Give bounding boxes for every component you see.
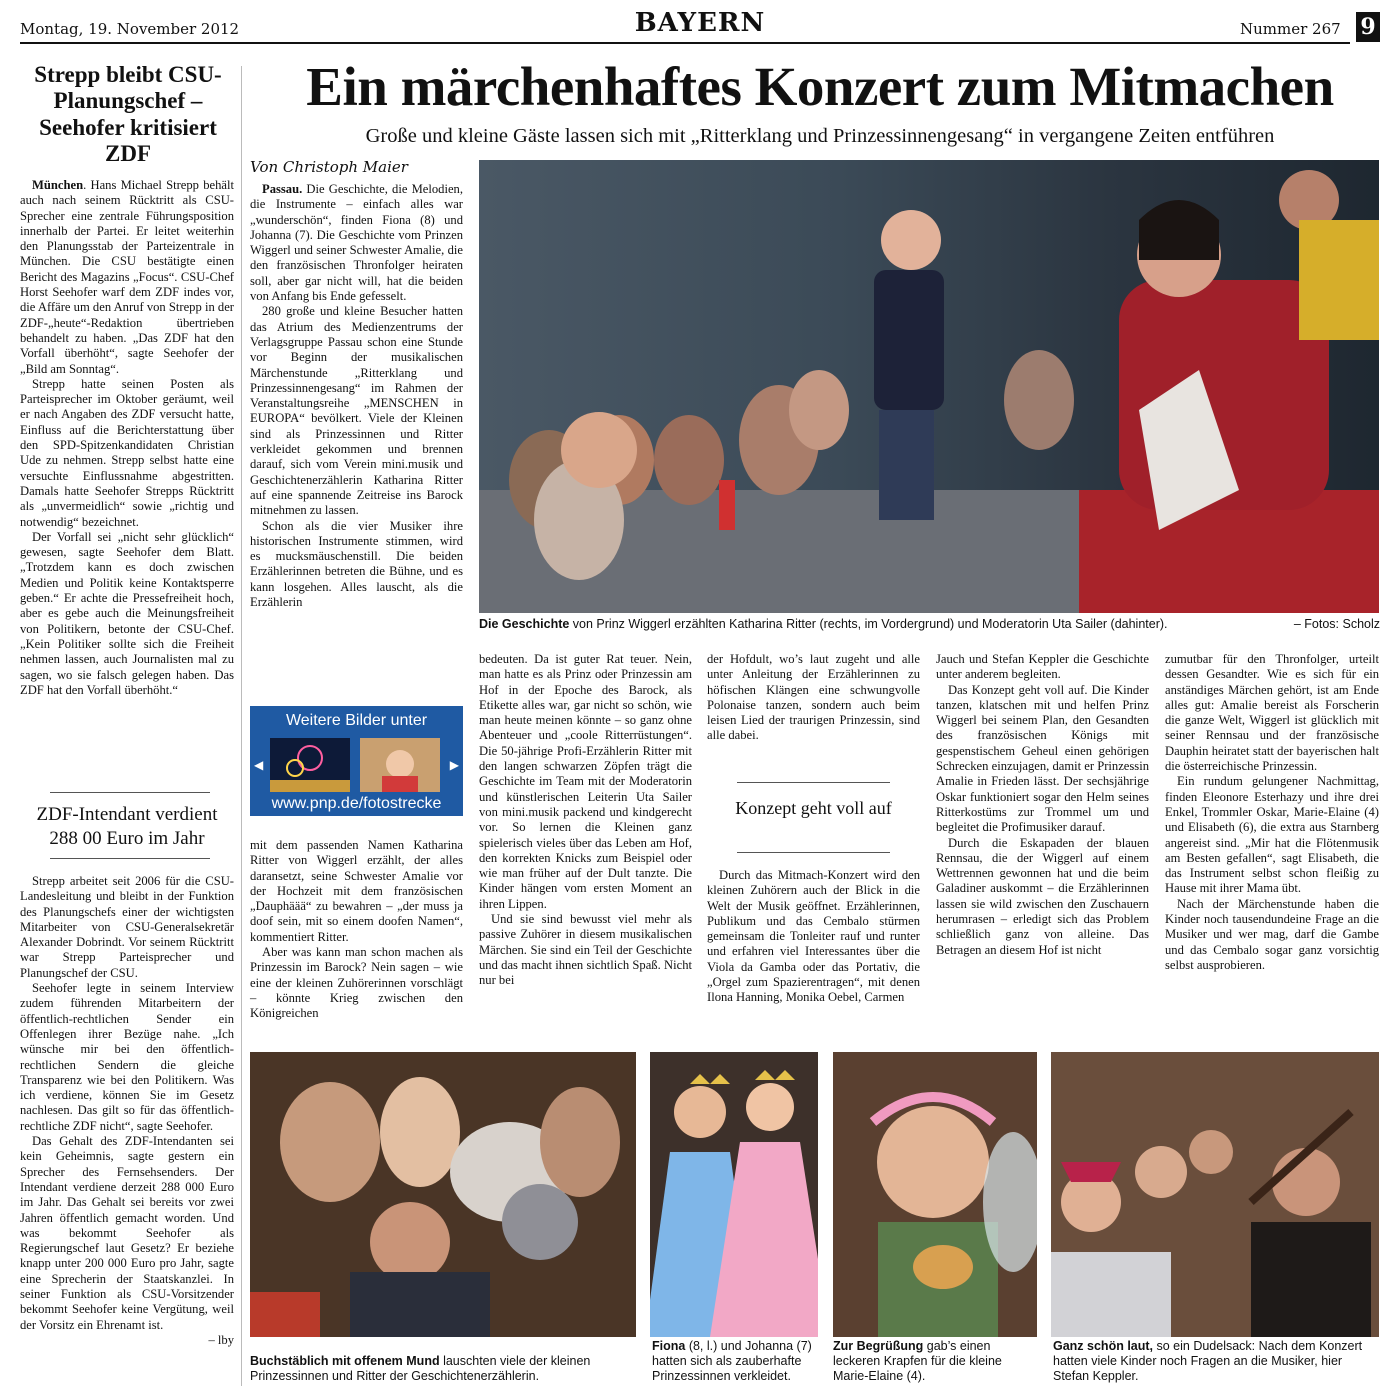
- ad-line: Weitere Bilder unter: [285, 712, 428, 729]
- caption-photo-4: [1053, 1339, 1379, 1384]
- article-para-3: Schon als die vier Musiker ihre historischen Instrumente stimmen, wird es mucksmäuschenstill. Die beiden Erzählerinnen betreten die Bühne, und es kann losgehen. Alles lauscht, als die Erzählerin: [250, 518, 463, 610]
- caption-1-bold: Buchstäblich mit offenem Mund: [250, 1354, 440, 1368]
- sidebar-author: – lby: [208, 1332, 234, 1347]
- article-col-5: [1165, 652, 1379, 973]
- subhead-rule-bottom: [737, 852, 890, 853]
- ad-prev-icon[interactable]: ◀: [254, 758, 264, 772]
- section-subheadline: Konzept geht voll auf: [735, 798, 892, 818]
- article-col-2: [479, 652, 692, 989]
- sidebar-text-bottom: [20, 874, 234, 1348]
- section-title: BAYERN: [634, 8, 766, 38]
- box-rule-bottom: [50, 858, 210, 859]
- caption-text: von Prinz Wiggerl erzählten Katharina Ritter (rechts, im Vordergrund) und Moderatorin Uta Sailer (dahinter).: [569, 617, 1168, 631]
- header-rule: [20, 42, 1350, 44]
- ad-next-icon[interactable]: ▶: [449, 758, 459, 772]
- photo-credit: – Fotos: Scholz: [1293, 617, 1380, 631]
- sidebar-para-4: Strepp arbeitet seit 2006 für die CSU-Landesleitung und bleibt in der Funktion des Planungschefs einer der wichtigsten Mitarbeiter von CSU-Generalsekretär Alexander Dobrindt. Vor seinem Rücktritt war Strepp Parteisprecher und Planungschef der CSU.: [20, 874, 234, 980]
- ad-girl-thumb: [360, 738, 440, 792]
- caption-photo-3: [833, 1339, 1037, 1384]
- article-para-10: Jauch und Stefan Keppler die Geschichte unter anderem begleiten.: [936, 652, 1149, 682]
- ad-fireworks-thumb: [270, 738, 350, 792]
- caption-2-text: (8, l.) und Johanna (7) hatten sich als zauberhafte Prinzessinnen verkleidet.: [652, 1339, 812, 1383]
- article-para-2: 280 große und kleine Besucher hatten das Atrium des Medienzentrums der Verlagsgruppe Passau schon eine Stunde vor Beginn der musikalischen Märchenstunde „Ritterklang und Prinzessinnengesang“ im Rahmen der Veranstaltungsreihe „MENSCHEN in EUROPA“ bevölkert. Viele der Kleinen sind als Prinzessinnen und Ritter verkleidet gekommen und brennen darauf, sich vom Verein mini.musik und Geschichtenerzählerin Katharina Ritter auf eine spannende Zeitreise ins Barock mitnehmen zu lassen.: [250, 304, 463, 518]
- sidebar-para-3: Der Vorfall sei „nicht sehr glücklich“ gewesen, sagte Seehofer dem Blatt. „Trotzdem kann es doch zwischen Medien und Politik keine Kontaktsperre geben.“ Er achte die Pressefreiheit hoch, aber es gebe auch die Meinungsfreiheit von Politikern, betonte der CSU-Chef. „Kein Politiker sollte sich die Freiheit nehmen lassen, auch Journalisten mal zu sagen, wo sie falsch gelegen haben. Das ZDF hat den Vorfall überhöht.“: [20, 529, 234, 697]
- sidebar-para-2: Strepp hatte seinen Posten als Parteisprecher im Oktober geräumt, weil er nach Angaben des ZDF versucht hatte, Einfluss auf die Berichterstattung über den SPD-Spitzenkandidaten Christian Ude zu nehmen. Strepp selbst hatte eine versuchte Einflussnahme abgestritten. Damals hatte Seehofer Strepps Rücktritt als „unvermeidlich“ sowie „richtig und notwendig“ bezeichnet.: [20, 376, 234, 529]
- caption-4-bold: Ganz schön laut,: [1053, 1339, 1154, 1353]
- page-number: 9: [1356, 12, 1380, 42]
- issue-number: Nummer 267: [1240, 20, 1341, 38]
- article-para-7: Und sie sind bewusst viel mehr als passive Zuhörer in diesem musikalischen Märchen. Sie sind ein Teil der Geschichte und das macht ihnen sichtlich Spaß. Nicht nur bei: [479, 912, 692, 988]
- article-para-8: der Hofdult, wo’s laut zugeht und alle unter Anleitung der Erzählerinnen zu höfischen Klängen eine schwungvolle Polonaise tanzen, sondern auch beim leisen Lied der traurigen Prinzessin, sind alle dabei.: [707, 652, 920, 743]
- caption-1-text: lauschten viele der kleinen Prinzessinnen und Ritter der Geschichtenerzählerin.: [250, 1354, 591, 1383]
- main-photo: [479, 160, 1379, 613]
- article-col-1-bottom: [250, 838, 463, 1022]
- caption-3-bold: Zur Begrüßung: [833, 1339, 924, 1353]
- sidebar-dateline: München: [32, 178, 84, 192]
- byline: Von Christoph Maier: [250, 158, 408, 176]
- article-para-11: Das Konzept geht voll auf. Die Kinder tanzen, klatschen mit und helfen Prinz Wiggerl bei seinem Plan, den Gesandten des französischen Königs mit gespenstischem Geheul einen gehörigen Schrecken einzujagen, damit er Prinzessin Amalie in Frieden lässt. Der sechsjährige Oskar funktioniert sogar den Helm seines Ritterkostüms zur Trommel um und begleitet die Profimusiker darauf.: [936, 682, 1149, 835]
- caption-3-text: gab’s einen leckeren Krapfen für die kleine Marie-Elaine (4).: [833, 1339, 1002, 1383]
- box-rule-top: [50, 792, 210, 793]
- article-subheadline: Große und kleine Gäste lassen sich mit „Ritterklang und Prinzessinnengesang“ in vergangene Zeiten entführen: [365, 125, 1275, 147]
- article-para-13: zumutbar für den Thronfolger, urteilt dessen Gesandter. Wie es sich für ein anständiges Märchen gehört, ist am Ende alles gut: Amalie bereist als Forscherin die ganze Welt, Wiggerl ist glücklich mit seiner Rennsau und der französische Dauphin heiratet statt der bayerischen halt die österreichische Prinzessin.: [1165, 652, 1379, 774]
- sidebar-subheadline: ZDF-Intendant verdient 288 00 Euro im Jahr: [36, 804, 218, 849]
- caption-4-text: so ein Dudelsack: Nach dem Konzert hatten viele Kinder noch Fragen an die Musiker, hier Stefan Keppler.: [1053, 1339, 1363, 1383]
- article-para-14: Ein rundum gelungener Nachmittag, finden Eleonore Esterhazy und ihre drei Enkel, Trommler Oskar, Marie-Elaine (4) und Elisabeth (6), die extra aus Starnberg angereist sind. „Mir hat die Flötenmusik am Besten gefallen“, sagt Elisabeth, die das Instrument selbst schon fleißig zu Hause mit ihrer Mama übt.: [1165, 774, 1379, 896]
- issue-date: Montag, 19. November 2012: [20, 20, 240, 38]
- sidebar-para-5: Seehofer legte in seinem Interview zudem führenden Mitarbeitern der öffentlich-rechtlichen Sender ein Offenlegen ihrer Bezüge nahe. „Ich wünsche mir bei den öffentlich-rechtlichen Sendern die gleiche Transparenz wie bei den Politikern. Was ich verdiene, können Sie im Gesetz nachlesen. Das gilt so für das öffentlich-rechtliche ZDF nicht“, sagte Seehofer.: [20, 981, 234, 1133]
- photo-gallery-ad[interactable]: [250, 706, 463, 816]
- article-para-9: Durch das Mitmach-Konzert wird den kleinen Zuhörern auch der Blick in die Welt der Musik geöffnet. Erzählerinnen, Publikum und das Cembalo stürmen gemeinsam die Tonleiter rauf und runter und erfahren viel Interessantes über die Viola da Gamba oder das Portativ, die „Orgel zum Spazierentragen“, mit denen Ilona Hanning, Monika Oebel, Carmen: [707, 868, 920, 1005]
- photo-bagpipe: [1051, 1052, 1379, 1337]
- photo-princesses: [650, 1052, 818, 1337]
- article-para-12: Durch die Eskapaden der blauen Rennsau, die der Wiggerl auf einem Wettrennen gewonnen hat und die beim Galadiner auskommt – die Erzählerinnen lassen sie wild zwischen den Zuschauern herumrasen – erledigt sich das Problem schließlich ganz von alleine. Das Betragen an diesem Hof ist nicht: [936, 835, 1149, 957]
- article-para-15: Nach der Märchenstunde haben die Kinder noch tausendundeine Frage an die Musiker und wer mag, darf die Gambe und das Cembalo sogar ganz vorsichtig selbst ausprobieren.: [1165, 896, 1379, 972]
- sidebar-headline: Strepp bleibt CSU-Planungschef – Seehofer kritisiert ZDF: [34, 62, 222, 167]
- caption-photo-2: [652, 1339, 818, 1384]
- caption-bold: Die Geschichte: [479, 617, 570, 631]
- sidebar-para-1: . Hans Michael Strepp behält auch nach seinem Rücktritt als CSU-Sprecher eine zentrale Führungsposition innerhalb der Partei. Er leitet weiterhin den Planungsstab der Parteizentrale in München. Die CSU bestätigte einen Bericht des Magazins „Focus“. CSU-Chef Horst Seehofer warf dem ZDF indes vor, die Affäre um den Anruf von Strepp in der ZDF-„heute“-Redaktion übertrieben behandelt zu haben. „Das ZDF hat den Vorfall überhöht“, sagte Seehofer der „Bild am Sonntag“.: [20, 178, 234, 376]
- article-para-5: Aber was kann man schon machen als Prinzessin im Barock? Nein sagen – wie eine der kleinen Zuhörerinnen vorschlägt – könnte Krieg zwischen den Königreichen: [250, 945, 463, 1021]
- main-photo-caption: [479, 617, 1239, 632]
- sidebar-para-6: Das Gehalt des ZDF-Intendanten sei kein Geheimnis, sagte gestern ein Sprecher des Fernsehsenders. Der Intendant verdiene derzeit 288 000 Euro im Jahr. Das Gehalt sei bereits vor zwei Jahren öffentlich gemacht worden. Und was bekommt Seehofer als Regierungschef laut Gesetz? Er beziehe knapp unter 200 000 Euro pro Jahr, sagte eine Sprecherin der Staatskanzlei. In seiner Funktion als CSU-Vorsitzender bekommt Seehofer keine Vergütung, weil der Vorsitz ein Ehrenamt ist.: [20, 1134, 234, 1332]
- article-col-3-top: [707, 652, 920, 744]
- sidebar-rule: [241, 66, 242, 1386]
- caption-2-bold: Fiona: [652, 1339, 686, 1353]
- photo-children-listening: [250, 1052, 636, 1337]
- article-col-1-top: [250, 182, 463, 610]
- article-para-4: mit dem passenden Namen Katharina Ritter von Wiggerl erzählt, der alles daransetzt, seine Schwester Amalie vor der Hochzeit mit dem französischen „Dauphäää“ zu bewahren – „der muss ja doof sein, mit so einem doofen Namen“, kommentiert Ritter.: [250, 838, 463, 944]
- photo-girl-with-doughnut: [833, 1052, 1037, 1337]
- ad-url[interactable]: www.pnp.de/fotostrecke: [271, 795, 442, 812]
- article-col-3-bottom: [707, 868, 920, 1006]
- dateline: Passau.: [262, 182, 303, 196]
- storytelling-photo-illustration: [479, 160, 1379, 613]
- caption-photo-1: [250, 1354, 636, 1384]
- article-para-6: bedeuten. Da ist guter Rat teuer. Nein, man hatte es als Prinz oder Prinzessin am Hof in der Epoche des Barock, als Etikette alles war, gar nicht so schön, wie man heute meinen könnte – so ganz ohne Abenteuer und „coole Ritterrüstungen“. Die 50-jährige Profi-Erzählerin Ritter mit den langen schwarzen Zöpfen trägt die Geschichte im Team mit der Moderatorin und künstlerischen Leiterin Uta Sailer von mini.musik packend und kindgerecht vor. So lernen die Kleinen ganz spielerisch vieles über das Leben am Hof, den korrekten Knicks zum Beispiel oder wie man früher auf der Dult tanzte. Die Kinder hängen vom ersten Moment an ihren Lippen.: [479, 652, 692, 911]
- article-para-1: Die Geschichte, die Melodien, die Instrumente – einfach alles war „wunderschön“, finden Fiona (8) und Johanna (7). Die Geschichte vom Prinzen Wiggerl und seiner Schwester Amalie, die den französischen Thronfolger heiraten soll, aber gar nicht will, hat die beiden von Anfang bis Ende gefesselt.: [250, 182, 463, 304]
- article-col-4: [936, 652, 1149, 958]
- subhead-rule-top: [737, 782, 890, 783]
- sidebar-text-top: [20, 178, 234, 698]
- article-headline: Ein märchenhaftes Konzert zum Mitmachen: [306, 56, 1334, 117]
